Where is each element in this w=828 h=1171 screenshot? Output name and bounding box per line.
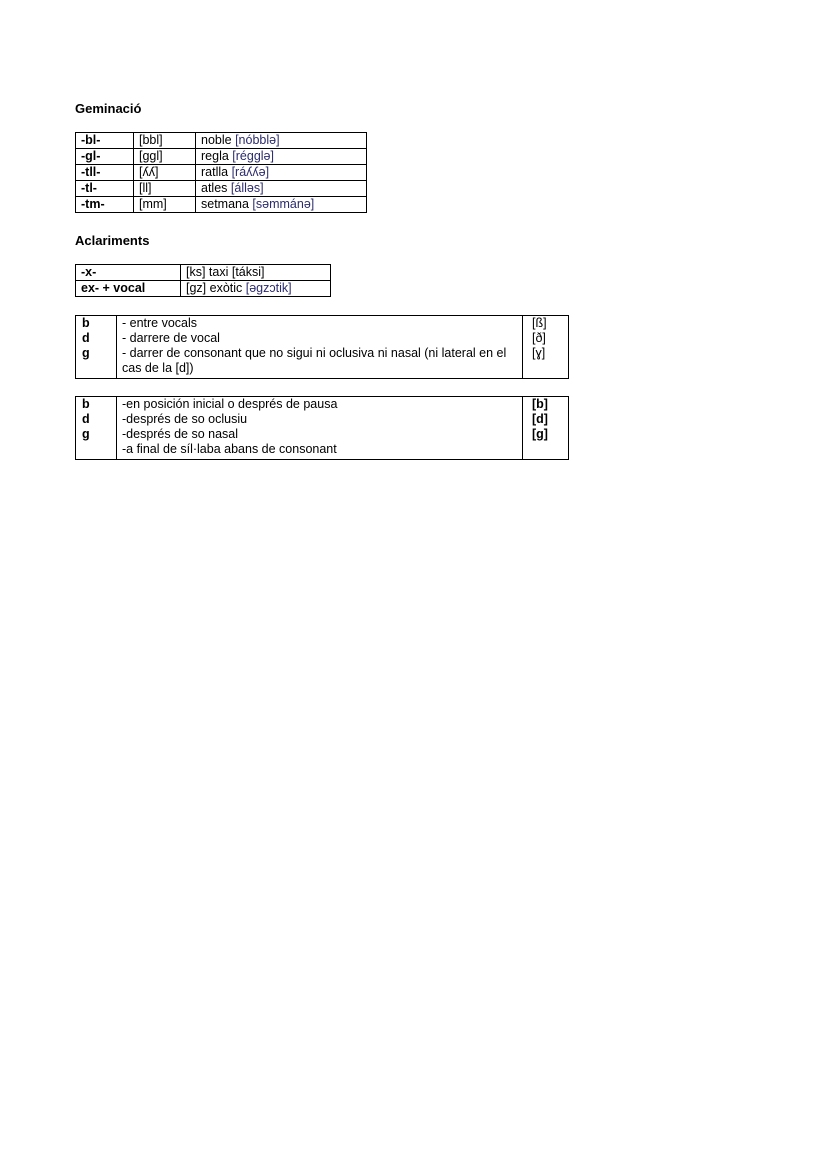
sound: [ɣ] [532, 346, 546, 360]
exemple-text: [gz] exòtic [186, 281, 246, 295]
ipa-text: [ráʎʎə] [231, 165, 270, 179]
exemple-text: setmana [201, 197, 253, 211]
exemple-text: atles [201, 181, 231, 195]
so-cell: [ʎʎ] [134, 165, 196, 181]
so-cell: [ll] [134, 181, 196, 197]
grafia-cell: -bl- [76, 133, 134, 149]
sound: [d] [532, 412, 548, 426]
context-text: -en posición inicial o després de pausa [122, 397, 338, 411]
letter: b [82, 397, 90, 411]
grafia-cell: -tl- [76, 181, 134, 197]
table-row [76, 316, 569, 379]
table-row [76, 133, 367, 149]
sounds-cell [523, 397, 569, 460]
oclusives-table [75, 396, 569, 460]
table-row [76, 197, 367, 213]
table-row [76, 165, 367, 181]
sound: [ß] [532, 316, 547, 330]
aclariments-heading: Aclariments [75, 233, 150, 248]
grafia-cell: ex- + vocal [76, 281, 181, 297]
context-text: - entre vocals [122, 316, 198, 330]
context-text: -a final de síl·laba abans de consonant [122, 442, 337, 456]
table-row [76, 265, 331, 281]
context-text: -després de so oclusiu [122, 412, 248, 426]
exemple-cell [196, 133, 367, 149]
context-text: - darrer de consonant que no sigui ni oclusiva ni nasal (ni lateral en el cas de la [d]) [122, 346, 507, 375]
exemple-text: noble [201, 133, 236, 147]
contexts-cell [117, 397, 523, 460]
letter: d [82, 331, 90, 345]
context-text: - darrere de vocal [122, 331, 220, 345]
sounds-cell [523, 316, 569, 379]
table-row [76, 281, 331, 297]
ipa-text: [nóbblə] [235, 133, 280, 147]
letter: g [82, 427, 90, 441]
exemple-cell [196, 149, 367, 165]
ipa-text: [əgzɔtik] [245, 281, 292, 295]
exemple-cell [196, 165, 367, 181]
exemple-cell [181, 281, 331, 297]
grafia-cell: -x- [76, 265, 181, 281]
sound: [g] [532, 427, 548, 441]
so-cell: [bbl] [134, 133, 196, 149]
so-cell: [mm] [134, 197, 196, 213]
ipa-text: [álləs] [230, 181, 264, 195]
exemple-text: ratlla [201, 165, 232, 179]
geminacio-heading: Geminació [75, 101, 142, 116]
letter: b [82, 316, 90, 330]
ipa-text: [régglə] [232, 149, 274, 163]
table-row [76, 181, 367, 197]
geminacio-table [75, 132, 367, 213]
exemple-cell: [ks] taxi [táksi] [181, 265, 331, 281]
letters-cell [76, 316, 117, 379]
so-cell: [ggl] [134, 149, 196, 165]
aclariments-table [75, 264, 331, 297]
sound: [b] [532, 397, 548, 411]
table-row [76, 149, 367, 165]
exemple-text: regla [201, 149, 233, 163]
ipa-text: [səmmánə] [252, 197, 315, 211]
exemple-cell [196, 197, 367, 213]
letter: d [82, 412, 90, 426]
exemple-cell [196, 181, 367, 197]
letters-cell [76, 397, 117, 460]
contexts-cell [117, 316, 523, 379]
grafia-cell: -gl- [76, 149, 134, 165]
table-row [76, 397, 569, 460]
grafia-cell: -tm- [76, 197, 134, 213]
sound: [ð] [532, 331, 546, 345]
context-text: -després de so nasal [122, 427, 239, 441]
letter: g [82, 346, 90, 360]
fricatives-table [75, 315, 569, 379]
grafia-cell: -tll- [76, 165, 134, 181]
